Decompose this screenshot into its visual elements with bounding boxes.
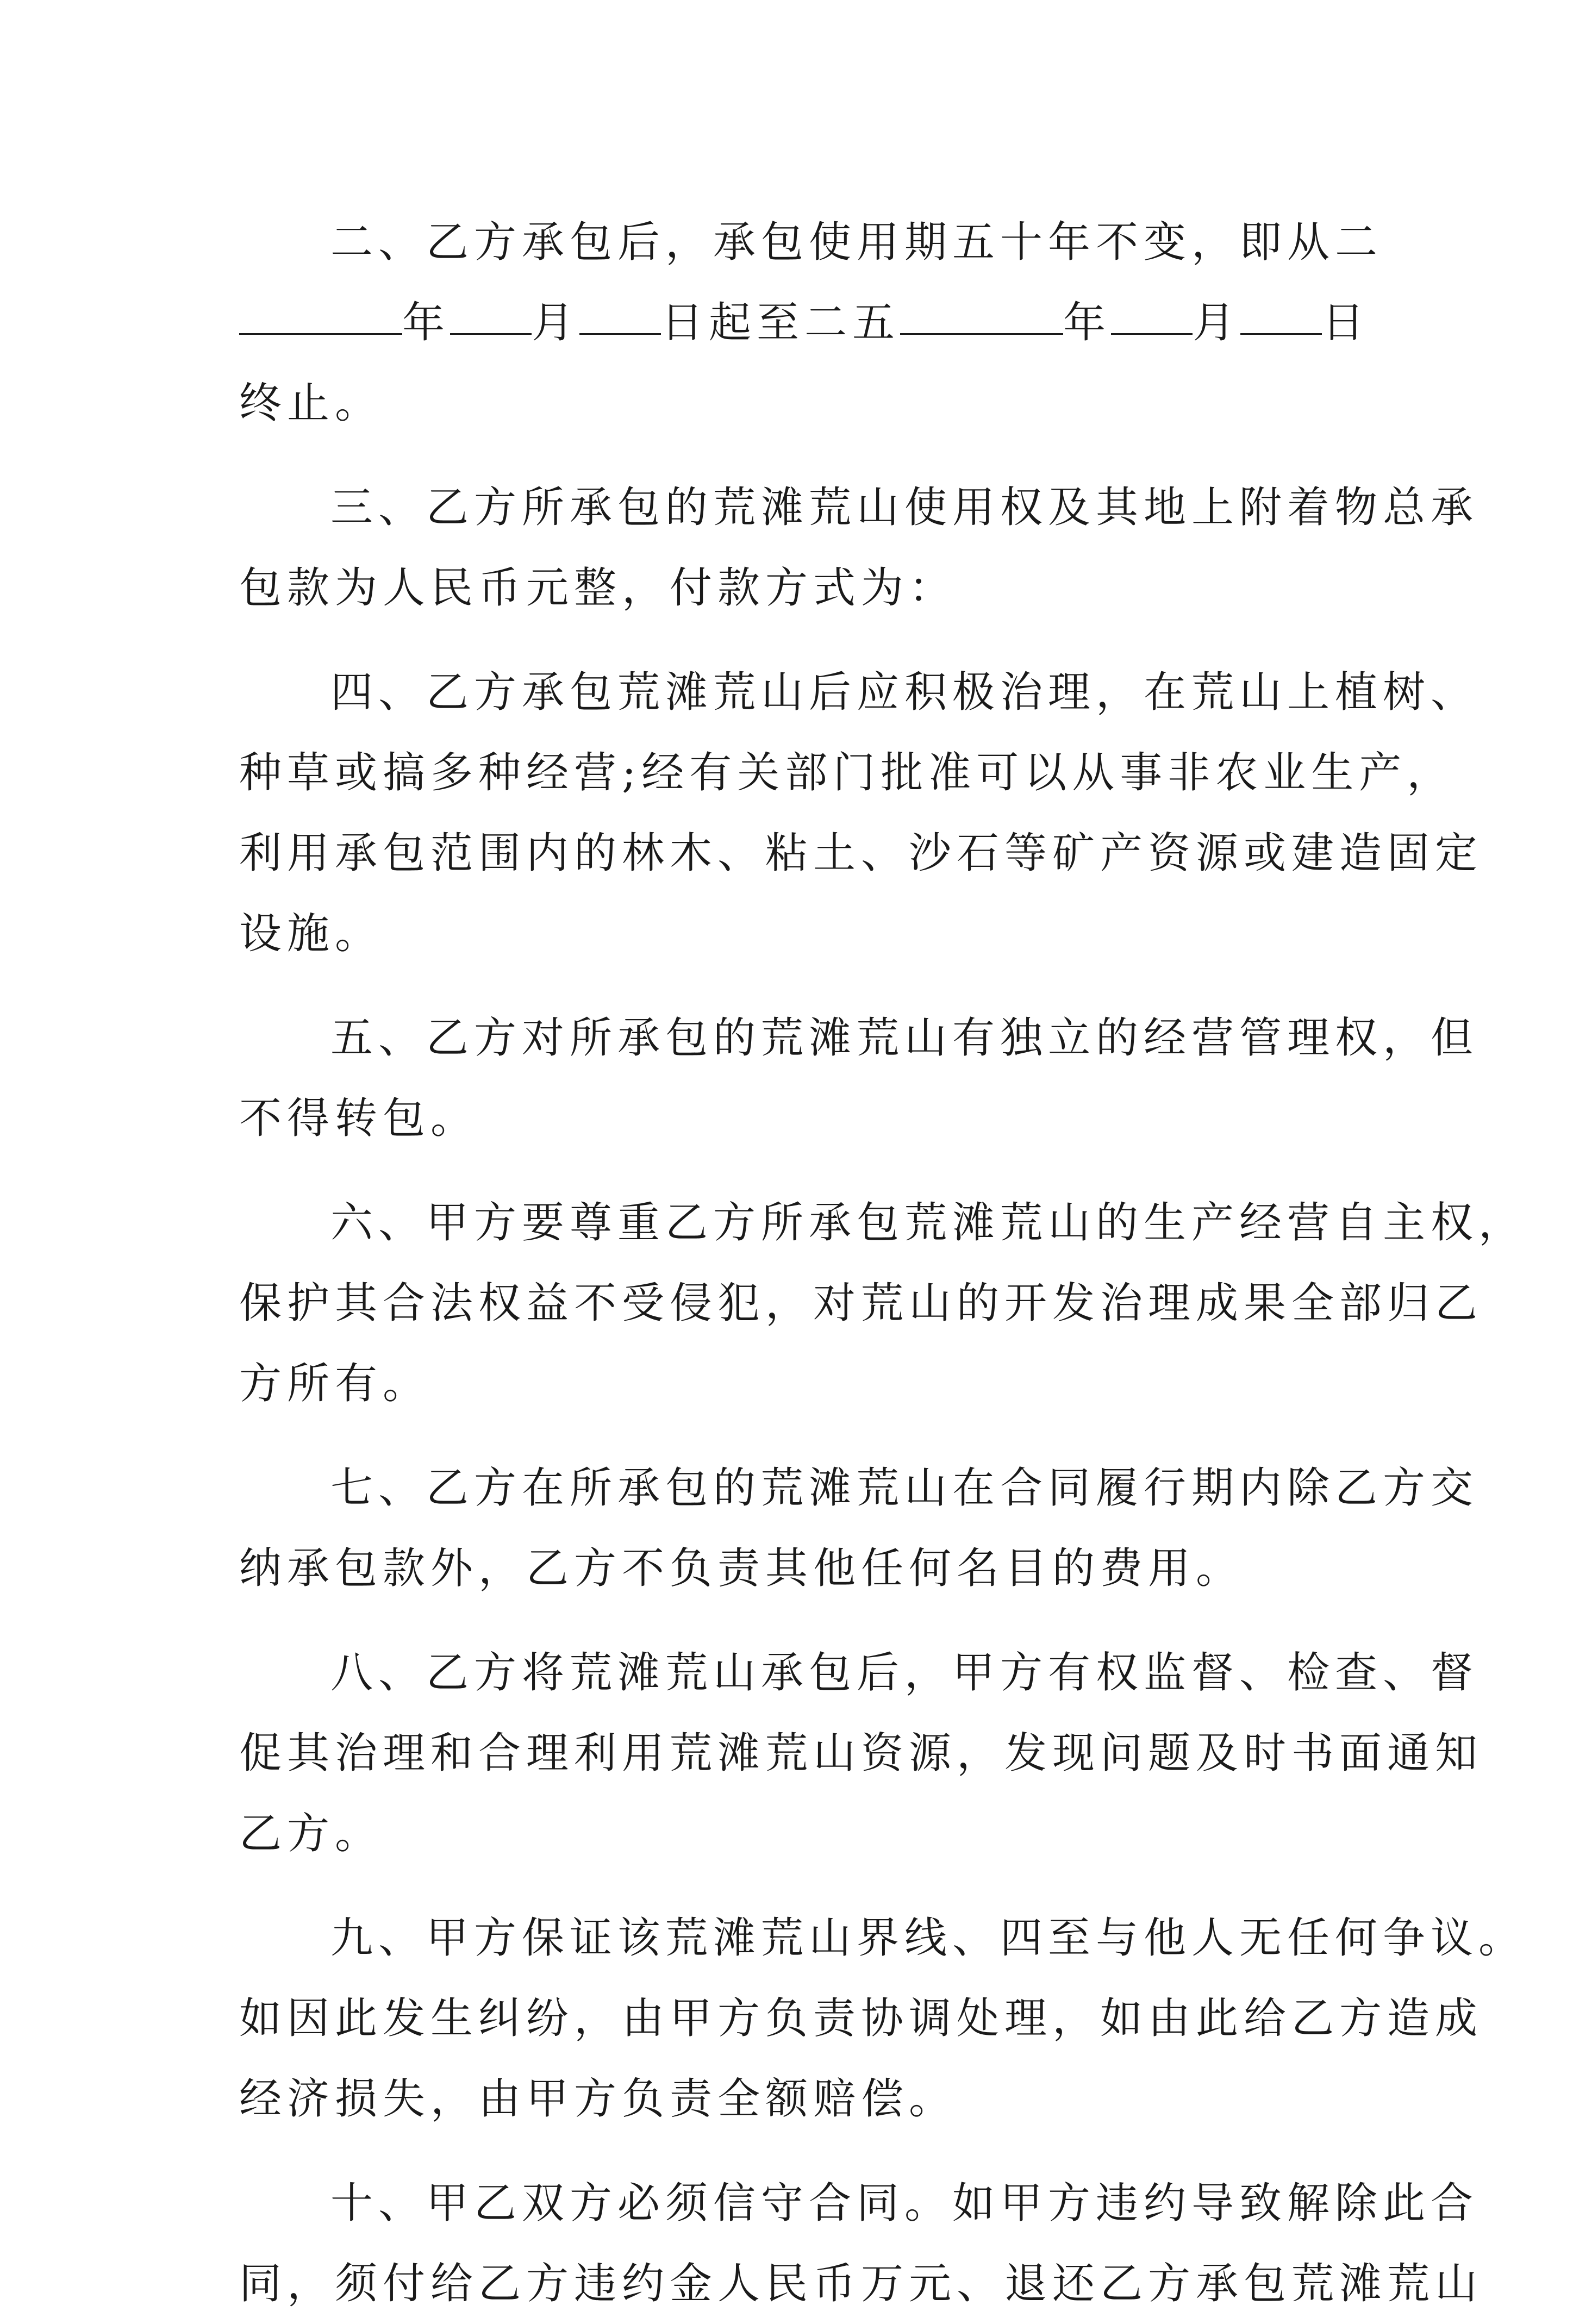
- label-day-from: 日起至二五: [661, 298, 901, 347]
- clause-9-line-1: 九、甲方保证该荒滩荒山界线、四至与他人无任何争议。: [330, 1914, 1527, 1963]
- clause-3-line-1: 三、乙方所承包的荒滩荒山使用权及其地上附着物总承: [330, 483, 1479, 532]
- clause-10-line-2: 同，须付给乙方违约金人民币万元、退还乙方承包荒滩荒山: [239, 2259, 1483, 2308]
- blank-day-end[interactable]: [1240, 293, 1322, 335]
- label-month: 月: [532, 298, 580, 347]
- clause-4-line-3: 利用承包范围内的林木、粘土、沙石等矿产资源或建造固定: [239, 829, 1483, 878]
- clause-9-line-3: 经济损失，由甲方负责全额赔偿。: [239, 2075, 957, 2123]
- clause-4-line-1: 四、乙方承包荒滩荒山后应积极治理，在荒山上植树、: [330, 668, 1479, 717]
- blank-day-start[interactable]: [579, 293, 661, 335]
- clause-3-line-2: 包款为人民币元整，付款方式为：: [239, 564, 957, 613]
- clause-7-line-2: 纳承包款外，乙方不负责其他任何名目的费用。: [239, 1544, 1244, 1593]
- clause-10-line-1: 十、甲乙双方必须信守合同。如甲方违约导致解除此合: [330, 2179, 1479, 2228]
- blank-year-end[interactable]: [900, 293, 1063, 335]
- blank-year-start[interactable]: [239, 293, 402, 335]
- clause-6-line-3: 方所有。: [239, 1359, 431, 1408]
- clause-4-line-2: 种草或搞多种经营;经有关部门批准可以从事非农业生产，: [239, 748, 1455, 797]
- label-day-end: 日: [1322, 298, 1370, 347]
- clause-5-line-2: 不得转包。: [239, 1094, 479, 1143]
- label-year: 年: [402, 298, 451, 347]
- clause-2-line-2: [239, 283, 1370, 363]
- clause-4-line-4: 设施。: [239, 909, 383, 958]
- clause-5-line-1: 五、乙方对所承包的荒滩荒山有独立的经营管理权，但: [330, 1014, 1479, 1063]
- clause-2-line-3: 终止。: [239, 379, 383, 428]
- clause-6-line-2: 保护其合法权益不受侵犯，对荒山的开发治理成果全部归乙: [239, 1279, 1483, 1328]
- clause-6-line-1: 六、甲方要尊重乙方所承包荒滩荒山的生产经营自主权，: [330, 1198, 1527, 1247]
- clause-8-line-1: 八、乙方将荒滩荒山承包后，甲方有权监督、检查、督: [330, 1648, 1479, 1697]
- blank-month-end[interactable]: [1111, 293, 1193, 335]
- clause-9-line-2: 如因此发生纠纷，由甲方负责协调处理，如由此给乙方造成: [239, 1994, 1483, 2043]
- label-year-end: 年: [1063, 298, 1112, 347]
- contract-page: [239, 202, 1527, 2324]
- label-month-end: 月: [1193, 298, 1241, 347]
- clause-2-line-1: 二、乙方承包后，承包使用期五十年不变，即从二: [330, 218, 1383, 267]
- clause-7-line-1: 七、乙方在所承包的荒滩荒山在合同履行期内除乙方交: [330, 1464, 1479, 1513]
- clause-8-line-3: 乙方。: [239, 1809, 383, 1858]
- clause-8-line-2: 促其治理和合理利用荒滩荒山资源，发现问题及时书面通知: [239, 1729, 1483, 1778]
- blank-month-start[interactable]: [450, 293, 532, 335]
